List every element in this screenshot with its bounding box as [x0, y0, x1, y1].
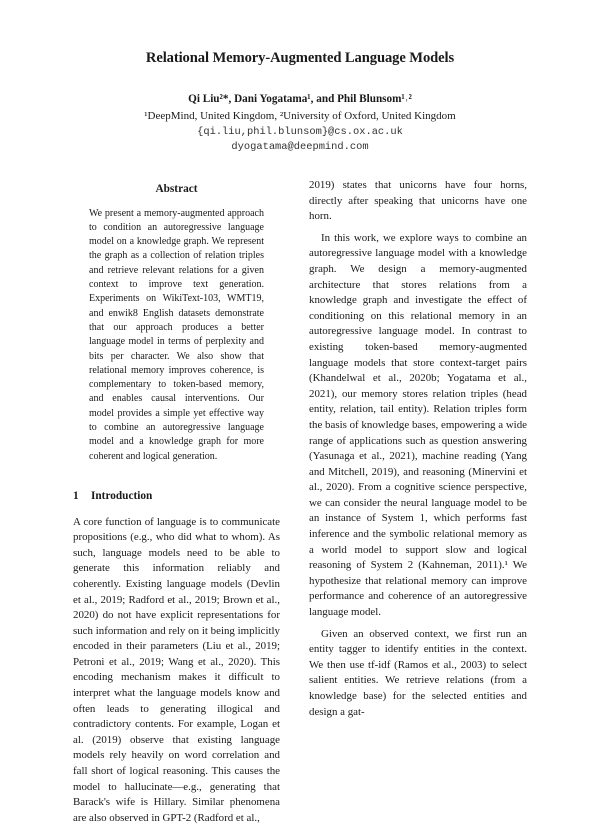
- section-number: 1: [73, 489, 79, 502]
- abstract-text: We present a memory-augmented approach to condition an autoregressive language model on a knowledge graph. We represent the graph as a collection of relation triples and retrieve relevant relations for a given context to improve text generation. Experiments on WikiText-103, WMT19, and enwik8 English datasets demonstrate that our approach produces a better language model in terms of perplexity and bits per character. We also show that relational memory improves coherence, is complementary to token-based memory, and enables causal interventions. Our model provides a simple yet effective way to combine an autoregressive language model and a knowledge graph for more coherent and logical generation.: [89, 207, 264, 462]
- intro-paragraph-1-continued: 2019) states that unicorns have four horns, directly after speaking that unicorns have one horn.: [309, 179, 527, 223]
- intro-paragraph-3: Given an observed context, we first run an entity tagger to identify entities in the context. We then use tf-idf (Ramos et al., 2003) to select salient entities. We retrieve relations (from a knowledge base) for the selected entities and design a gat-: [309, 627, 527, 718]
- author-list: Qi Liu²*, Dani Yogatama¹, and Phil Blunsom¹˒²: [188, 93, 412, 105]
- intro-paragraph-1: A core function of language is to communicate propositions (e.g., who did what to whom). As such, language models need to be able to generate this information reliably and coherently. Existing language models (Devlin et al., 2019; Radford et al., 2019; Brown et al., 2020) do not have explicit representations for such information and rely on it being implicitly encoded in their parameters (Liu et al., 2019; Petroni et al., 2019; Wang et al., 2020). This encoding mechanism makes it difficult to interpret what the language models know and often leads to generating illogical and contradictory contents. For example, Logan et al. (2019) observe that existing language models rely heavily on word correlation and fall short of logical reasoning. This causes the model to hallucinate—e.g., generating that Barack's wife is Hillary. Similar phenomena are also observed in GPT-2 (Radford et al.,: [73, 515, 280, 824]
- abstract-heading: Abstract: [155, 183, 198, 195]
- left-column: [73, 182, 280, 826]
- affiliations: ¹DeepMind, United Kingdom, ²University of Oxford, United Kingdom: [144, 110, 456, 122]
- right-column: [309, 178, 527, 720]
- paper-title: Relational Memory-Augmented Language Models: [145, 50, 455, 66]
- email-oxford: {qi.liu,phil.blunsom}@cs.ox.ac.uk: [197, 126, 403, 138]
- email-deepmind: dyogatama@deepmind.com: [231, 141, 369, 153]
- section-title: Introduction: [91, 489, 153, 502]
- section-heading-introduction: [73, 489, 280, 505]
- intro-paragraph-2: In this work, we explore ways to combine an autoregressive language model with a knowledge graph. We design a memory-augmented architecture that stores relations from a knowledge graph and investigate the effect of conditioning on this relational memory in an autoregressive language model. In contrast to existing token-based memory-augmented language models that store context-target pairs (Khandelwal et al., 2020b; Yogatama et al., 2021), our memory stores relation triples (head entity, relation, tail entity). Relation triples form the basis of knowledge bases, empowering a wide range of applications such as question answering (Yasunaga et al., 2021), machine reading (Yang and Mitchell, 2019), and reasoning (Minervini et al., 2020). From a cognitive science perspective, we can consider the neural language model to be an instance of System 1, which performs fast inference and the symbolic relational memory as a world model to support slow and logical reasoning of System 2 (Kahneman, 2011).¹ We hypothesize that relational memory can improve performance and coherence of an autoregressive language model.: [309, 231, 527, 619]
